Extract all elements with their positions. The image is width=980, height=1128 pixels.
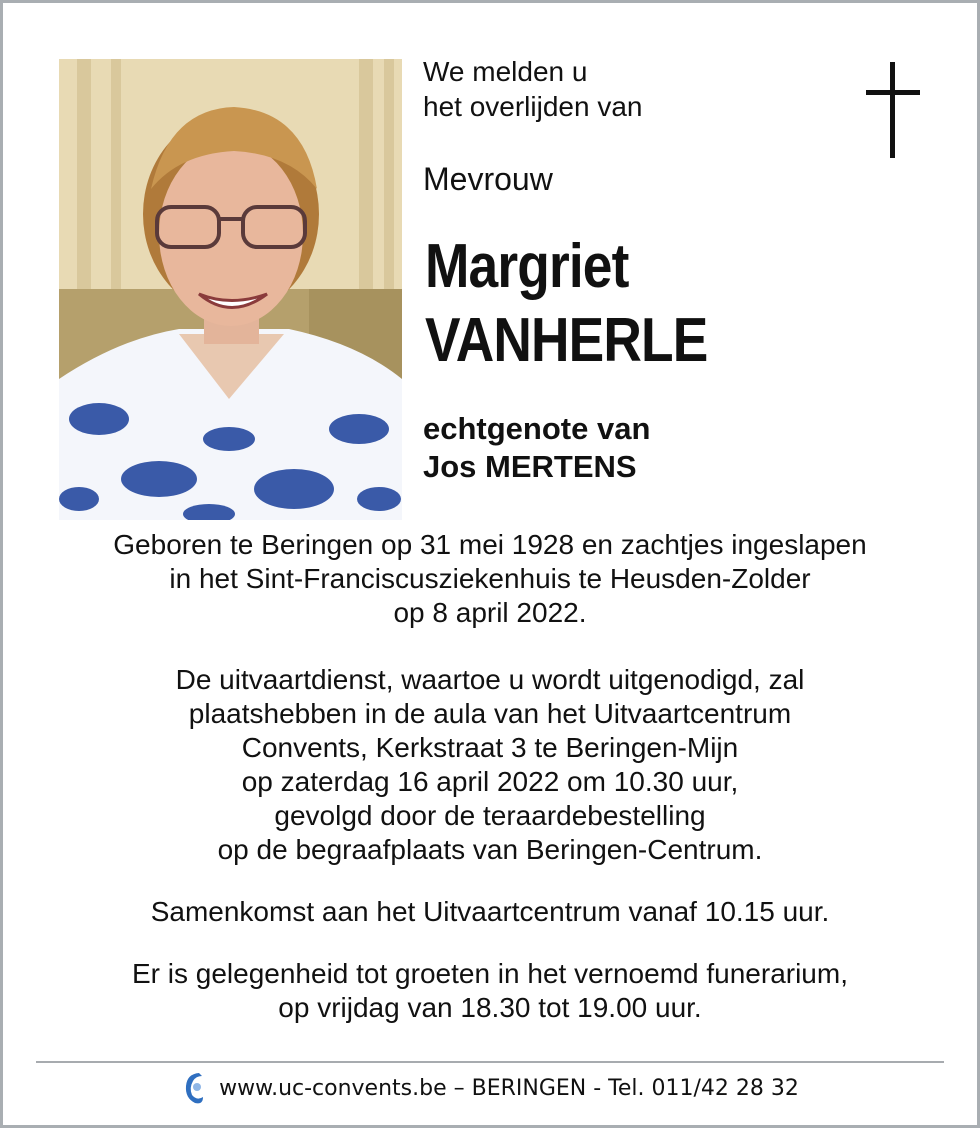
intro-line: We melden u	[423, 56, 588, 87]
cross-icon	[863, 62, 923, 160]
deceased-name	[425, 230, 707, 378]
first-name: Margriet	[425, 232, 629, 301]
honorific: Mevrouw	[423, 161, 553, 197]
spouse-line: echtgenote van	[423, 411, 651, 446]
service-line: op de begraafplaats van Beringen-Centrum.	[217, 834, 763, 865]
service-line: Convents, Kerkstraat 3 te Beringen-Mijn	[241, 732, 739, 763]
spouse-line: Jos MERTENS	[423, 449, 637, 484]
service-line: gevolgd door de teraardebestelling	[274, 800, 706, 831]
birth-line: in het Sint-Franciscusziekenhuis te Heusden-Zolder	[169, 563, 811, 594]
footer	[0, 1068, 980, 1108]
service-line: op zaterdag 16 april 2022 om 10.30 uur,	[241, 766, 739, 797]
funeral-home-logo-icon	[181, 1070, 207, 1106]
footer-contact: www.uc-convents.be – BERINGEN - Tel. 011/42 28 32	[219, 1075, 799, 1101]
spouse-text	[423, 410, 650, 486]
announcement-body	[20, 528, 960, 1025]
gathering-line: Samenkomst aan het Uitvaartcentrum vanaf 10.15 uur.	[150, 896, 830, 927]
intro-line: het overlijden van	[423, 91, 643, 122]
visit-line: op vrijdag van 18.30 tot 19.00 uur.	[278, 992, 702, 1023]
service-line: De uitvaartdienst, waartoe u wordt uitgenodigd, zal	[175, 664, 805, 695]
last-name: VANHERLE	[425, 306, 708, 375]
birth-line: op 8 april 2022.	[393, 597, 587, 628]
birth-line: Geboren te Beringen op 31 mei 1928 en zachtjes ingeslapen	[113, 529, 867, 560]
visit-line: Er is gelegenheid tot groeten in het vernoemd funerarium,	[132, 958, 848, 989]
intro-text	[423, 54, 642, 124]
service-line: plaatshebben in de aula van het Uitvaartcentrum	[188, 698, 792, 729]
portrait-photo	[59, 59, 402, 520]
footer-divider	[36, 1061, 944, 1063]
